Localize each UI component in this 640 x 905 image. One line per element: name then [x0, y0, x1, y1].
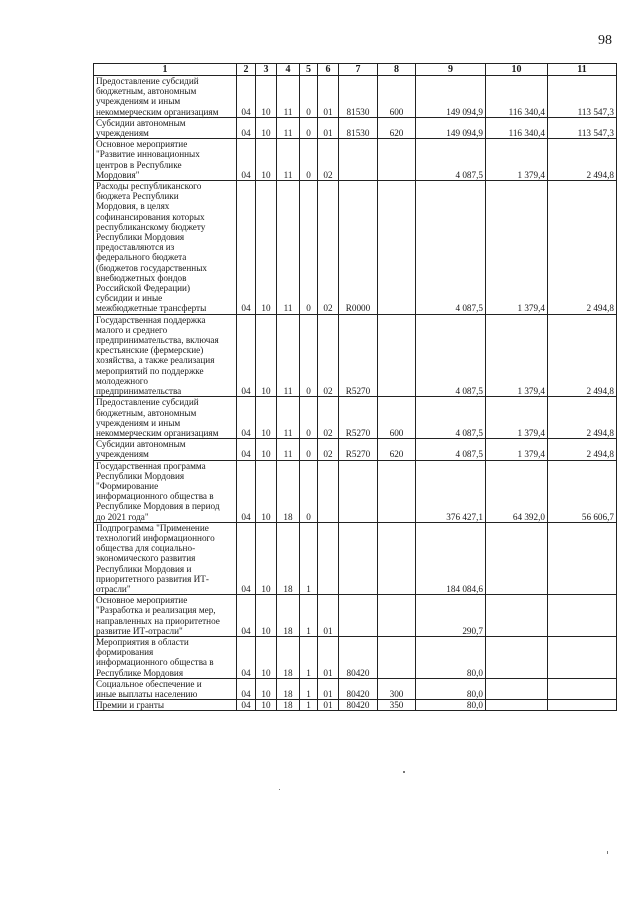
table-row — [94, 636, 617, 678]
code-cell: 1 — [300, 636, 318, 678]
amount-cell: 376 427,1 — [416, 460, 486, 522]
code-cell: 81530 — [339, 117, 378, 138]
table-header-row — [94, 64, 617, 76]
code-cell: 620 — [378, 117, 416, 138]
code-cell: 04 — [237, 460, 256, 522]
code-cell — [378, 595, 416, 637]
code-cell: 01 — [318, 636, 339, 678]
amount-cell: 149 094,9 — [416, 76, 486, 118]
code-cell: 0 — [300, 139, 318, 181]
amount-cell — [548, 700, 617, 711]
scan-speck — [403, 771, 405, 773]
code-cell — [339, 522, 378, 594]
code-cell: 11 — [277, 439, 300, 460]
amount-cell: 2 494,8 — [548, 314, 617, 397]
code-cell: R5270 — [339, 397, 378, 439]
code-cell — [318, 522, 339, 594]
code-cell: 01 — [318, 117, 339, 138]
amount-cell — [548, 636, 617, 678]
amount-cell: 2 494,8 — [548, 439, 617, 460]
code-cell: 04 — [237, 181, 256, 315]
table-row — [94, 397, 617, 439]
code-cell: 01 — [318, 678, 339, 699]
code-cell: 1 — [300, 700, 318, 711]
row-label-cell: Премии и гранты — [94, 700, 237, 711]
row-label-cell: Государственная программа Республики Мордовия "Формирование информационного общества в Республике Мордовия в период до 2021 года" — [94, 460, 237, 522]
column-header: 2 — [237, 64, 256, 76]
code-cell: 1 — [300, 678, 318, 699]
amount-cell — [486, 522, 548, 594]
page-number: 98 — [598, 33, 612, 48]
code-cell: 02 — [318, 181, 339, 315]
code-cell: 10 — [256, 117, 277, 138]
code-cell: 04 — [237, 636, 256, 678]
code-cell: 10 — [256, 460, 277, 522]
code-cell: 620 — [378, 439, 416, 460]
amount-cell: 184 084,6 — [416, 522, 486, 594]
code-cell — [318, 460, 339, 522]
code-cell: 300 — [378, 678, 416, 699]
column-header: 9 — [416, 64, 486, 76]
code-cell: 0 — [300, 439, 318, 460]
amount-cell: 116 340,4 — [486, 76, 548, 118]
code-cell — [378, 460, 416, 522]
amount-cell — [486, 700, 548, 711]
code-cell: 0 — [300, 460, 318, 522]
code-cell: 02 — [318, 397, 339, 439]
amount-cell: 1 379,4 — [486, 439, 548, 460]
code-cell: 18 — [277, 636, 300, 678]
code-cell: 1 — [300, 595, 318, 637]
table-row — [94, 117, 617, 138]
code-cell: 10 — [256, 139, 277, 181]
code-cell: 10 — [256, 522, 277, 594]
column-header: 8 — [378, 64, 416, 76]
code-cell: 04 — [237, 595, 256, 637]
code-cell — [378, 522, 416, 594]
row-label-cell: Подпрограмма "Применение технологий информационного общества для социально- экономического развития Республики Мордовия и приоритетного развития ИТ- отрасли" — [94, 522, 237, 594]
amount-cell: 1 379,4 — [486, 397, 548, 439]
amount-cell: 113 547,3 — [548, 117, 617, 138]
row-label-cell: Расходы республиканского бюджета Республики Мордовия, в целях софинансирования которых республиканскому бюджету Республики Мордовия предоставляются из федерального бюджета (бюджетов государственных внебюджетных фондов Российской Федерации) субсидии и иные межбюджетные трансферты — [94, 181, 237, 315]
code-cell — [378, 314, 416, 397]
code-cell: R5270 — [339, 439, 378, 460]
amount-cell: 80,0 — [416, 678, 486, 699]
amount-cell: 149 094,9 — [416, 117, 486, 138]
amount-cell — [486, 595, 548, 637]
column-header: 6 — [318, 64, 339, 76]
row-label-cell: Мероприятия в области формирования информационного общества в Республике Мордовия — [94, 636, 237, 678]
table-row — [94, 678, 617, 699]
code-cell: 350 — [378, 700, 416, 711]
table-row — [94, 439, 617, 460]
code-cell: 10 — [256, 595, 277, 637]
code-cell: 11 — [277, 397, 300, 439]
table-row — [94, 595, 617, 637]
code-cell: 10 — [256, 314, 277, 397]
row-label-cell: Основное мероприятие "Разработка и реализация мер, направленных на приоритетное развитие ИТ-отрасли" — [94, 595, 237, 637]
code-cell: 600 — [378, 76, 416, 118]
code-cell: 02 — [318, 139, 339, 181]
code-cell: 11 — [277, 314, 300, 397]
row-label-cell: Предоставление субсидий бюджетным, автономным учреждениям и иным некоммерческим организациям — [94, 397, 237, 439]
amount-cell: 2 494,8 — [548, 397, 617, 439]
amount-cell: 80,0 — [416, 700, 486, 711]
column-header: 4 — [277, 64, 300, 76]
row-label-cell: Государственная поддержка малого и среднего предпринимательства, включая крестьянские (фермерские) хозяйства, а также реализация мероприятий по поддержке молодежного предпринимательства — [94, 314, 237, 397]
code-cell: 80420 — [339, 700, 378, 711]
amount-cell: 1 379,4 — [486, 314, 548, 397]
code-cell: 80420 — [339, 678, 378, 699]
budget-table — [93, 63, 617, 711]
code-cell: 04 — [237, 76, 256, 118]
code-cell: 11 — [277, 181, 300, 315]
amount-cell: 1 379,4 — [486, 181, 548, 315]
row-label-cell: Социальное обеспечение и иные выплаты населению — [94, 678, 237, 699]
amount-cell: 4 087,5 — [416, 181, 486, 315]
code-cell: 04 — [237, 397, 256, 439]
code-cell: 11 — [277, 117, 300, 138]
code-cell: 10 — [256, 678, 277, 699]
code-cell: 10 — [256, 700, 277, 711]
code-cell: 0 — [300, 397, 318, 439]
code-cell: 04 — [237, 678, 256, 699]
code-cell: 11 — [277, 76, 300, 118]
table-row — [94, 460, 617, 522]
column-header: 10 — [486, 64, 548, 76]
code-cell: 10 — [256, 636, 277, 678]
amount-cell: 4 087,5 — [416, 139, 486, 181]
amount-cell: 116 340,4 — [486, 117, 548, 138]
code-cell: 01 — [318, 76, 339, 118]
code-cell: 01 — [318, 700, 339, 711]
amount-cell: 2 494,8 — [548, 181, 617, 315]
amount-cell: 290,7 — [416, 595, 486, 637]
code-cell: 18 — [277, 700, 300, 711]
code-cell — [339, 139, 378, 181]
table-row — [94, 139, 617, 181]
amount-cell — [548, 595, 617, 637]
code-cell — [378, 139, 416, 181]
code-cell: 18 — [277, 460, 300, 522]
row-label-cell: Основное мероприятие "Развитие инновационных центров в Республике Мордовия" — [94, 139, 237, 181]
row-label-cell: Субсидии автономным учреждениям — [94, 439, 237, 460]
code-cell: 10 — [256, 76, 277, 118]
amount-cell: 1 379,4 — [486, 139, 548, 181]
amount-cell: 56 606,7 — [548, 460, 617, 522]
code-cell: 02 — [318, 439, 339, 460]
column-header: 11 — [548, 64, 617, 76]
table-row — [94, 522, 617, 594]
code-cell: 81530 — [339, 76, 378, 118]
amount-cell: 4 087,5 — [416, 439, 486, 460]
code-cell: 18 — [277, 522, 300, 594]
code-cell — [339, 460, 378, 522]
code-cell: 18 — [277, 678, 300, 699]
code-cell: 01 — [318, 595, 339, 637]
amount-cell — [548, 678, 617, 699]
code-cell: 04 — [237, 314, 256, 397]
scan-speck — [279, 789, 280, 790]
amount-cell — [486, 678, 548, 699]
code-cell: 04 — [237, 117, 256, 138]
code-cell: 80420 — [339, 636, 378, 678]
column-header: 5 — [300, 64, 318, 76]
code-cell: 1 — [300, 522, 318, 594]
code-cell: 10 — [256, 439, 277, 460]
code-cell: R0000 — [339, 181, 378, 315]
code-cell: 04 — [237, 439, 256, 460]
amount-cell: 4 087,5 — [416, 314, 486, 397]
amount-cell — [486, 636, 548, 678]
code-cell: 0 — [300, 181, 318, 315]
code-cell: 0 — [300, 76, 318, 118]
amount-cell: 113 547,3 — [548, 76, 617, 118]
code-cell: 0 — [300, 314, 318, 397]
amount-cell: 4 087,5 — [416, 397, 486, 439]
amount-cell: 80,0 — [416, 636, 486, 678]
scan-speck — [607, 851, 608, 854]
table-body — [94, 76, 617, 711]
code-cell: 0 — [300, 117, 318, 138]
column-header: 3 — [256, 64, 277, 76]
code-cell: 04 — [237, 700, 256, 711]
code-cell: 04 — [237, 522, 256, 594]
code-cell: 600 — [378, 397, 416, 439]
code-cell — [339, 595, 378, 637]
table-row — [94, 181, 617, 315]
amount-cell: 2 494,8 — [548, 139, 617, 181]
code-cell — [378, 636, 416, 678]
table-row — [94, 314, 617, 397]
column-header: 7 — [339, 64, 378, 76]
code-cell: 04 — [237, 139, 256, 181]
code-cell: 10 — [256, 181, 277, 315]
code-cell: 02 — [318, 314, 339, 397]
column-header: 1 — [94, 64, 237, 76]
code-cell — [378, 181, 416, 315]
amount-cell — [548, 522, 617, 594]
code-cell: 18 — [277, 595, 300, 637]
table-row — [94, 700, 617, 711]
code-cell: 10 — [256, 397, 277, 439]
row-label-cell: Субсидии автономным учреждениям — [94, 117, 237, 138]
row-label-cell: Предоставление субсидий бюджетным, автономным учреждениям и иным некоммерческим организациям — [94, 76, 237, 118]
table-row — [94, 76, 617, 118]
code-cell: R5270 — [339, 314, 378, 397]
code-cell: 11 — [277, 139, 300, 181]
amount-cell: 64 392,0 — [486, 460, 548, 522]
